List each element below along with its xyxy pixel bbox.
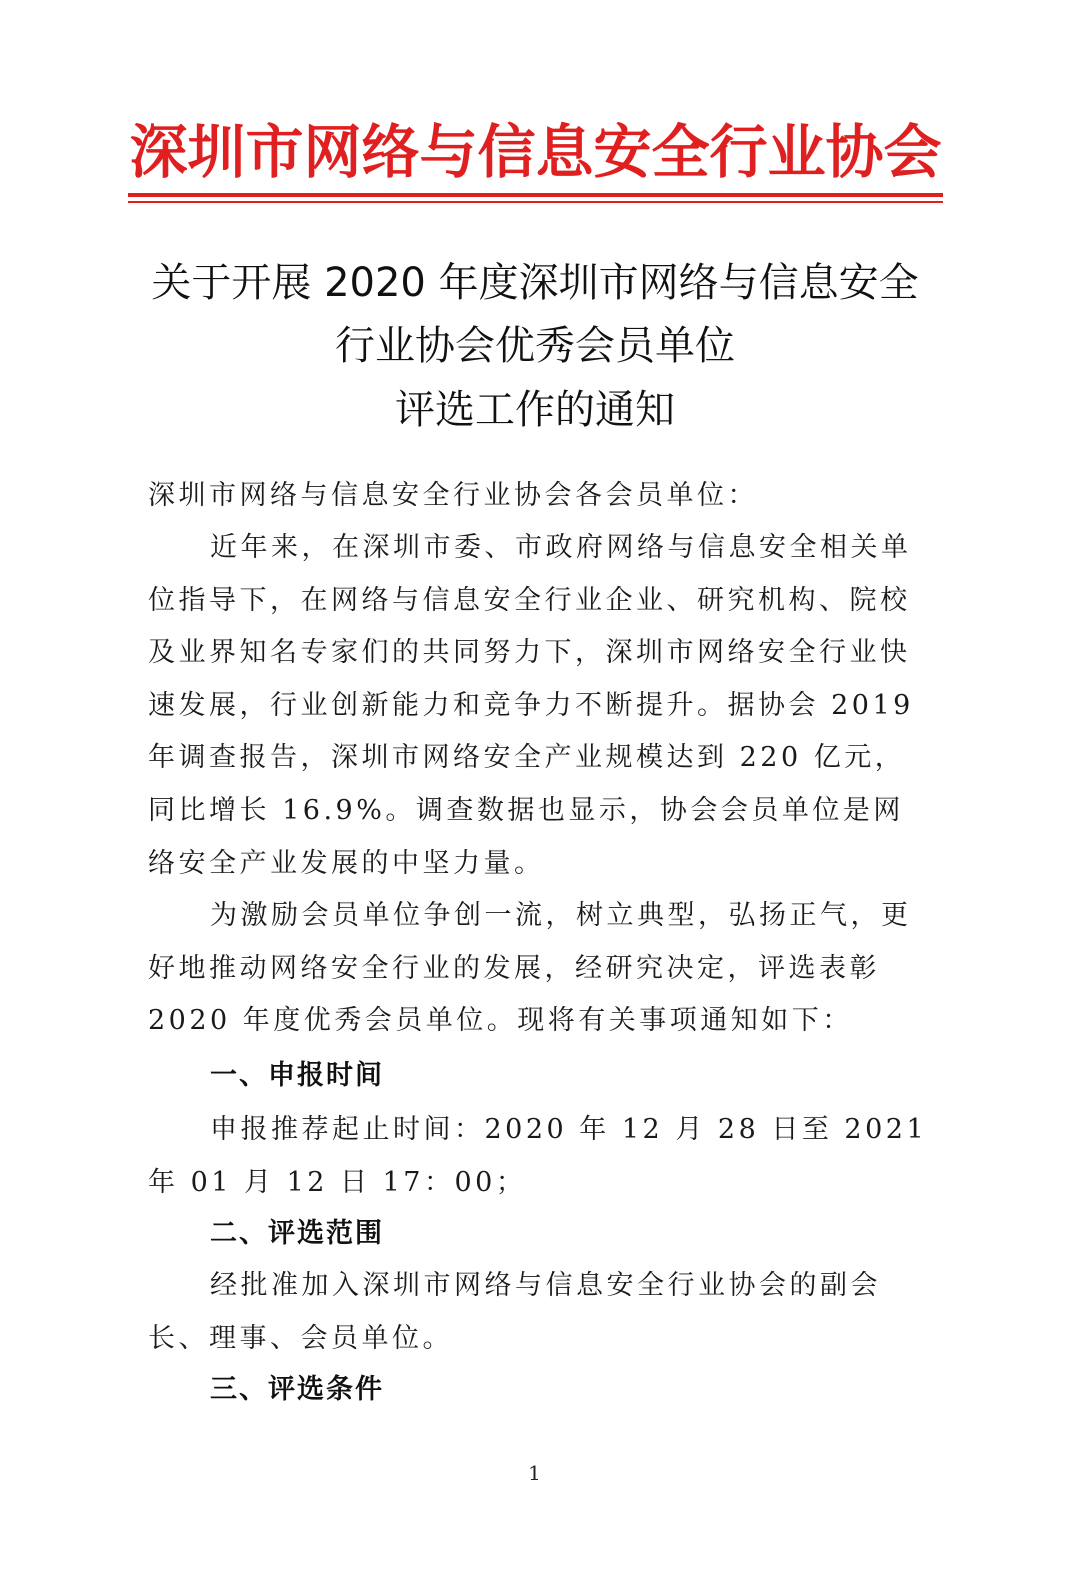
page-number: 1 [528,1461,541,1485]
letterhead-divider-thick [128,193,943,197]
section-2-text: 经批准加入深圳市网络与信息安全行业协会的副会长、理事、会员单位。 [148,1270,881,1354]
section-heading-1: 一、申报时间 [210,1060,384,1091]
letterhead-divider-thin [128,201,943,203]
letterhead-org-name: 深圳市网络与信息安全行业协会 [129,118,942,186]
document-title-line-1: 关于开展 2020 年度深圳市网络与信息安全 [151,260,919,306]
section-heading-2: 二、评选范围 [210,1218,384,1249]
section-1-text: 申报推荐起止时间：2020 年 12 月 28 日至 2021 年 01 月 12 日 17：00； [148,1114,928,1198]
document-title-line-3: 评选工作的通知 [395,387,675,433]
body-paragraph-2: 为激励会员单位争创一流，树立典型，弘扬正气，更好地推动网络安全行业的发展，经研究决定，评选表彰 2020 年度优秀会员单位。现将有关事项通知如下： [148,900,912,1037]
salutation: 深圳市网络与信息安全行业协会各会员单位： [148,480,758,511]
body-paragraph-1: 近年来，在深圳市委、市政府网络与信息安全相关单位指导下，在网络与信息安全行业企业、研究机构、院校及业界知名专家们的共同努力下，深圳市网络安全行业快速发展，行业创新能力和竞争力不断提升。据协会 2019 年调查报告，深圳市网络安全产业规模达到 220 亿元，同比增长 16.9%。调查数据也显示，协会会员单位是网络安全产业发展的中坚力量。 [148,532,914,879]
document-title-line-2: 行业协会优秀会员单位 [335,323,735,369]
section-heading-3: 三、评选条件 [210,1374,384,1405]
